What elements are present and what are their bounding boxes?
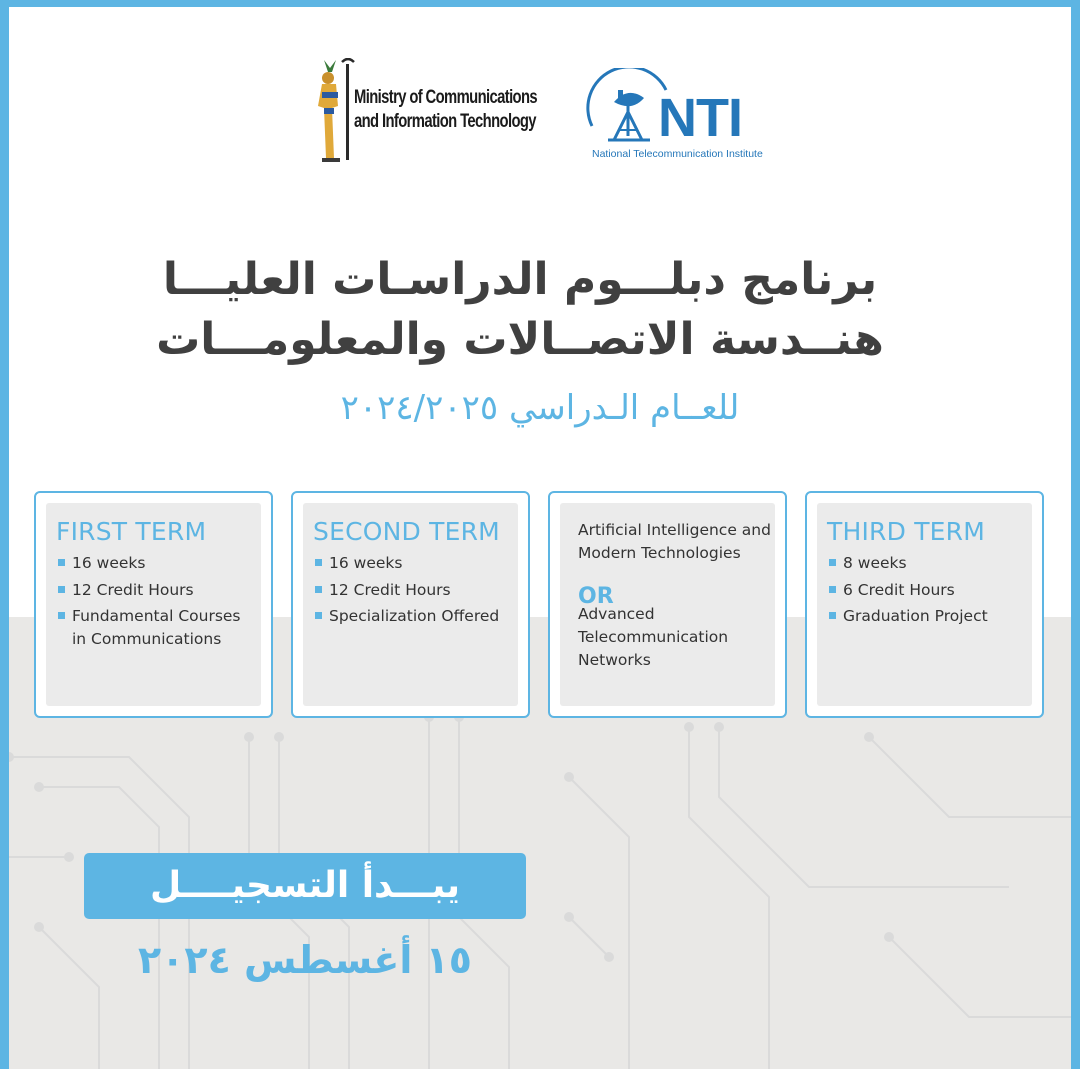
left-frame-border (0, 0, 9, 1069)
ministry-name-line1: Ministry of Communications (354, 87, 538, 108)
bullet-square-icon (829, 559, 836, 566)
card-title: THIRD TERM (827, 517, 986, 546)
card-title: SECOND TERM (313, 517, 500, 546)
list-item (827, 579, 1026, 602)
bullet-square-icon (315, 612, 322, 619)
list-item-text: 8 weeks (843, 554, 907, 572)
card-title: FIRST TERM (56, 517, 207, 546)
program-title-line2: هنــدسة الاتصــالات والمعلومـــات (156, 314, 884, 365)
egyptian-figure-icon (308, 58, 356, 166)
ministry-name (354, 86, 538, 134)
nti-letters: NTI (658, 88, 742, 148)
or-label: OR (578, 584, 614, 609)
bullet-square-icon (58, 559, 65, 566)
list-item (56, 605, 255, 651)
academic-year: للعــام الـدراسي ٢٠٢٤/٢٠٢٥ (340, 388, 740, 428)
list-item (56, 579, 255, 602)
term-details-list (313, 552, 512, 632)
list-item (313, 579, 512, 602)
card-panel (303, 503, 518, 706)
list-item-text: 12 Credit Hours (329, 580, 451, 599)
list-item-text: 16 weeks (72, 554, 146, 572)
ministry-name-line2: and Information Technology (354, 111, 536, 132)
specialization-options-card (548, 491, 787, 718)
list-item-text: 12 Credit Hours (72, 580, 194, 599)
list-item (313, 552, 512, 575)
third-term-card (805, 491, 1044, 718)
card-panel (46, 503, 261, 706)
card-panel (560, 503, 775, 706)
list-item (313, 605, 512, 628)
nti-subtitle: National Telecommunication Institute (592, 148, 763, 160)
list-item-text: 6 Credit Hours (843, 580, 955, 599)
bullet-square-icon (829, 586, 836, 593)
bullet-square-icon (315, 586, 322, 593)
nti-logo (584, 68, 774, 168)
term-details-list (827, 552, 1026, 632)
second-term-card (291, 491, 530, 718)
right-frame-border (1071, 0, 1080, 1069)
registration-banner (84, 853, 526, 919)
list-item-text: Specialization Offered (329, 607, 500, 625)
registration-date: ١٥ أغسطس ٢٠٢٤ (137, 938, 472, 982)
list-item-text: Graduation Project (843, 607, 988, 625)
option-networks: Advanced Telecommunication Networks (578, 605, 729, 669)
first-term-card (34, 491, 273, 718)
option-ai: Artificial Intelligence and Modern Technologies (578, 521, 771, 562)
ministry-logo (308, 58, 538, 168)
list-item (56, 552, 255, 575)
bullet-square-icon (315, 559, 322, 566)
top-frame-border (0, 0, 1080, 7)
list-item-text: 16 weeks (329, 554, 403, 572)
list-item (827, 605, 1026, 628)
list-item (827, 552, 1026, 575)
registration-label: يبـــدأ التسجيــــل (150, 865, 460, 906)
bullet-square-icon (58, 612, 65, 619)
term-details-list (56, 552, 255, 655)
card-panel (817, 503, 1032, 706)
list-item-text: Fundamental Courses in Communications (72, 607, 241, 648)
bullet-square-icon (829, 612, 836, 619)
bullet-square-icon (58, 586, 65, 593)
program-title-line1: برنامج دبلـــوم الدراسـات العليـــا (162, 254, 878, 305)
